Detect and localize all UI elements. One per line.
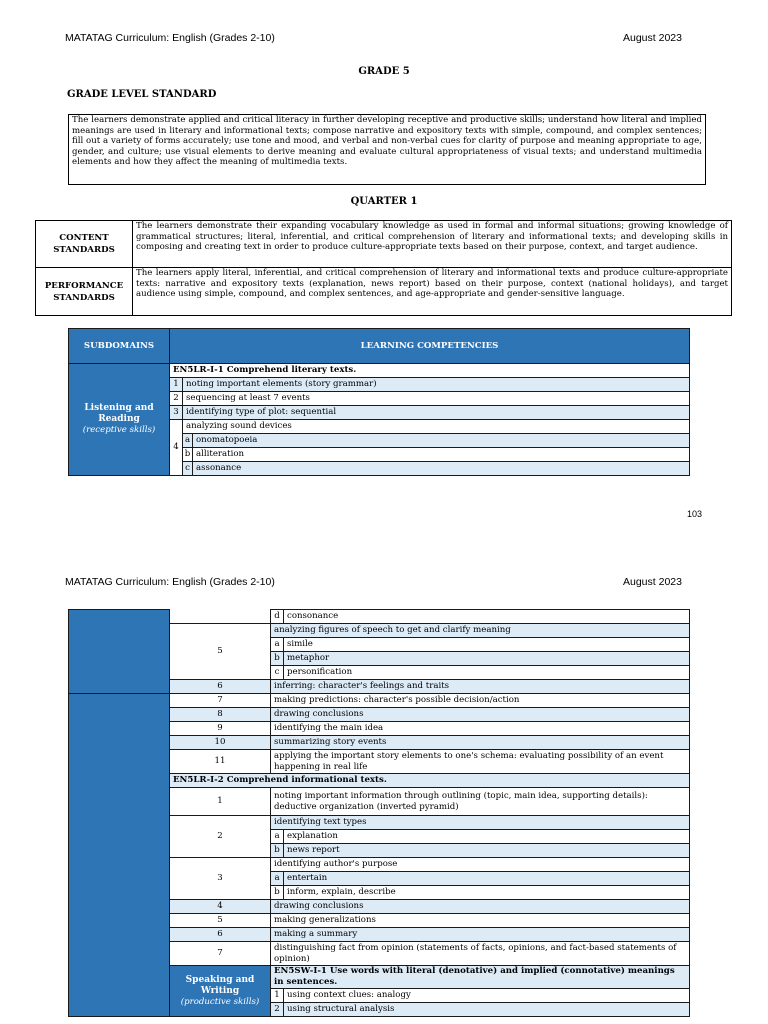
sub-item-text: assonance	[193, 462, 690, 476]
item-number: 4	[170, 900, 271, 914]
sub-item-text: explanation	[284, 830, 690, 844]
item-number: 6	[170, 680, 271, 694]
item-text: summarizing story events	[271, 736, 690, 750]
sub-item-letter: b	[183, 448, 193, 462]
item-text: using structural analysis	[284, 1003, 690, 1017]
item-number: 9	[170, 722, 271, 736]
item-number: 3	[170, 858, 271, 900]
subdomain-continued-cell	[69, 610, 170, 694]
subdomain-continued-cell	[69, 694, 170, 1017]
sub-item-text: personification	[284, 666, 690, 680]
page-header-title: MATATAG Curriculum: English (Grades 2-10)	[65, 576, 275, 588]
item-text: making generalizations	[271, 914, 690, 928]
page-header-title: MATATAG Curriculum: English (Grades 2-10)	[65, 32, 275, 44]
sub-item-text: alliteration	[193, 448, 690, 462]
item-text: making a summary	[271, 928, 690, 942]
subdomain-name: Speaking and Writing	[185, 974, 255, 996]
item-number: 1	[170, 378, 183, 392]
item-text: noting important information through outlining (topic, main idea, supporting details): deductive organization (inverted pyramid)	[271, 788, 690, 816]
item-text: making predictions: character's possible decision/action	[271, 694, 690, 708]
item-text: drawing conclusions	[271, 708, 690, 722]
competency-heading-sw1: EN5SW-I-1 Use words with literal (denotative) and implied (connotative) meanings in sentences.	[271, 966, 690, 989]
sub-item-letter: b	[271, 886, 284, 900]
item-number: 8	[170, 708, 271, 722]
item-number: 5	[170, 914, 271, 928]
performance-standards-label: PERFORMANCE STANDARDS	[36, 268, 133, 316]
sub-item-letter: c	[183, 462, 193, 476]
item-text: noting important elements (story grammar)	[183, 378, 690, 392]
item-number: 1	[170, 788, 271, 816]
competencies-table-page2	[68, 609, 690, 1017]
subdomain-listening-reading	[69, 364, 170, 476]
quarter-title: QUARTER 1	[350, 196, 418, 207]
item-text: distinguishing fact from opinion (statements of facts, opinions, and fact-based statements of opinion)	[271, 942, 690, 966]
item-text: identifying the main idea	[271, 722, 690, 736]
content-standards-label: CONTENT STANDARDS	[36, 221, 133, 268]
sub-item-letter: a	[271, 638, 284, 652]
page-header-date: August 2023	[623, 576, 682, 588]
item-text: inferring: character's feelings and traits	[271, 680, 690, 694]
sub-item-letter: c	[271, 666, 284, 680]
item-text: analyzing figures of speech to get and clarify meaning	[271, 624, 690, 638]
item-number-blank	[170, 610, 271, 624]
performance-standards-text: The learners apply literal, inferential, and critical comprehension of literary and informational texts and produce culture-appropriate texts: narrative and expository texts (explanation, news report) based on their purpose, context (national holidays), and target audience using simple, compound, and complex sentences, and age-appropriate and gender-sensitive language.	[133, 268, 732, 316]
sub-item-text: inform, explain, describe	[284, 886, 690, 900]
item-text: identifying author's purpose	[271, 858, 690, 872]
item-number: 2	[170, 392, 183, 406]
competencies-table-page1	[68, 328, 690, 476]
sub-item-letter: a	[271, 872, 284, 886]
item-number: 10	[170, 736, 271, 750]
subdomain-speaking-writing	[170, 966, 271, 1017]
sub-item-letter: a	[271, 830, 284, 844]
page-header-date: August 2023	[623, 32, 682, 44]
item-number: 7	[170, 694, 271, 708]
competency-heading-lr2: EN5LR-I-2 Comprehend informational texts.	[170, 774, 690, 788]
item-number: 2	[271, 1003, 284, 1017]
competency-heading-lr1: EN5LR-I-1 Comprehend literary texts.	[170, 364, 690, 378]
item-number: 3	[170, 406, 183, 420]
sub-item-text: simile	[284, 638, 690, 652]
item-number: 4	[170, 420, 183, 476]
standards-table	[35, 220, 732, 316]
subdomain-name: Listening and Reading	[84, 403, 154, 424]
subdomains-header: SUBDOMAINS	[69, 329, 170, 364]
sub-item-text: news report	[284, 844, 690, 858]
sub-item-letter: b	[271, 844, 284, 858]
item-text: identifying type of plot: sequential	[183, 406, 690, 420]
content-standards-text: The learners demonstrate their expanding vocabulary knowledge as used in formal and informal situations; growing knowledge of grammatical structures; literal, inferential, and critical comprehension of literary and informational texts; and developing skills in composing and creating text in order to produce culture-appropriate texts based on their purpose, context, and target audience.	[133, 221, 732, 268]
item-number: 2	[170, 816, 271, 858]
item-text: applying the important story elements to one's schema: evaluating possibility of an event happening in real life	[271, 750, 690, 774]
item-number: 11	[170, 750, 271, 774]
subdomain-skill: (receptive skills)	[82, 425, 156, 435]
gls-heading: GRADE LEVEL STANDARD	[67, 89, 217, 100]
item-number: 6	[170, 928, 271, 942]
item-text: using context clues: analogy	[284, 989, 690, 1003]
learning-competencies-header: LEARNING COMPETENCIES	[170, 329, 690, 364]
sub-item-text: metaphor	[284, 652, 690, 666]
item-number: 1	[271, 989, 284, 1003]
sub-item-text: onomatopoeia	[193, 434, 690, 448]
item-text: identifying text types	[271, 816, 690, 830]
sub-item-letter: d	[271, 610, 284, 624]
gls-text-box: The learners demonstrate applied and critical literacy in further developing receptive and productive skills; understand how literal and implied meanings are used in literary and informational texts; compose narrative and expository texts with simple, compound, and complex sentences; fill out a variety of forms accurately; use tone and mood, and verbal and non-verbal cues for clarity of purpose and meaning appropriate to age, gender, and culture; use visual elements to derive meaning and evaluate cultural appropriateness of visual texts; and understand multimedia elements and how they affect the meaning of multimedia texts.	[68, 114, 706, 185]
sub-item-letter: b	[271, 652, 284, 666]
item-text: analyzing sound devices	[183, 420, 690, 434]
item-text: drawing conclusions	[271, 900, 690, 914]
page-number: 103	[687, 509, 703, 519]
sub-item-text: consonance	[284, 610, 690, 624]
item-number: 7	[170, 942, 271, 966]
grade-title: GRADE 5	[358, 66, 410, 77]
sub-item-text: entertain	[284, 872, 690, 886]
subdomain-skill: (productive skills)	[180, 996, 260, 1007]
sub-item-letter: a	[183, 434, 193, 448]
item-text: sequencing at least 7 events	[183, 392, 690, 406]
item-number: 5	[170, 624, 271, 680]
